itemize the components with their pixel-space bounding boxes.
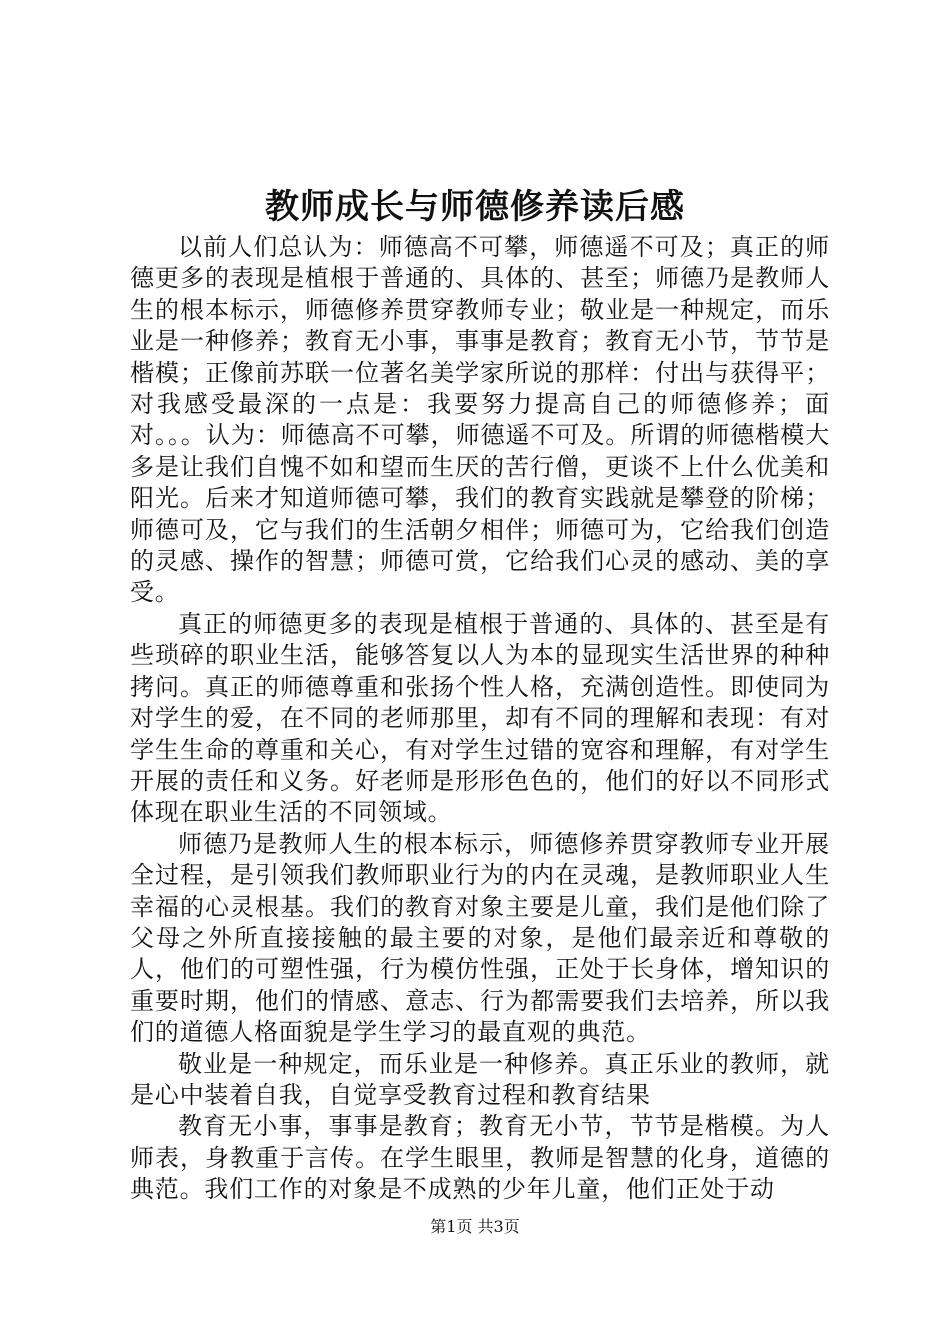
- paragraph-3: 师德乃是教师人生的根本标示，师德修养贯穿教师专业开展全过程，是引领我们教师职业行为的内在灵魂，是教师职业人生幸福的心灵根基。我们的教育对象主要是儿童，我们是他们除了父母之外所直接接触的最主要的对象，是他们最亲近和尊敬的人，他们的可塑性强，行为模仿性强，正处于长身体，增知识的重要时期，他们的情感、意志、行为都需要我们去培养，所以我们的道德人格面貌是学生学习的最直观的典范。: [130, 829, 830, 1047]
- paragraph-5: 教育无小事，事事是教育；教育无小节，节节是楷模。为人师表，身教重于言传。在学生眼里，教师是智慧的化身，道德的典范。我们工作的对象是不成熟的少年儿童，他们正处于动: [130, 1112, 830, 1204]
- document-body: [130, 232, 830, 1206]
- paragraph-4: 敬业是一种规定，而乐业是一种修养。真正乐业的教师，就是心中装着自我，自觉享受教育过程和教育结果: [130, 1049, 830, 1109]
- document-title: 教师成长与师德修养读后感: [265, 187, 685, 227]
- paragraph-2: 真正的师德更多的表现是植根于普通的、具体的、甚至是有些琐碎的职业生活，能够答复以人为本的显现实生活世界的种种拷问。真正的师德尊重和张扬个性人格，充满创造性。即使同为对学生的爱，在不同的老师那里，却有不同的理解和表现：有对学生生命的尊重和关心，有对学生过错的宽容和理解，有对学生开展的责任和义务。好老师是形形色色的，他们的好以不同形式体现在职业生活的不同领域。: [130, 609, 830, 827]
- paragraph-1: 以前人们总认为：师德高不可攀，师德遥不可及；真正的师德更多的表现是植根于普通的、具体的、甚至；师德乃是教师人生的根本标示，师德修养贯穿教师专业；敬业是一种规定，而乐业是一种修养；教育无小事，事事是教育；教育无小节，节节是楷模；正像前苏联一位著名美学家所说的那样：付出与获得平；对我感受最深的一点是：我要努力提高自己的师德修养；面对。。。认为：师德高不可攀，师德遥不可及。所谓的师德楷模大多是让我们自愧不如和望而生厌的苦行僧，更谈不上什么优美和阳光。后来才知道师德可攀，我们的教育实践就是攀登的阶梯；师德可及，它与我们的生活朝夕相伴；师德可为，它给我们创造的灵感、操作的智慧；师德可赏，它给我们心灵的感动、美的享受。: [130, 233, 830, 607]
- page-footer: 第1页 共3页: [430, 1217, 520, 1236]
